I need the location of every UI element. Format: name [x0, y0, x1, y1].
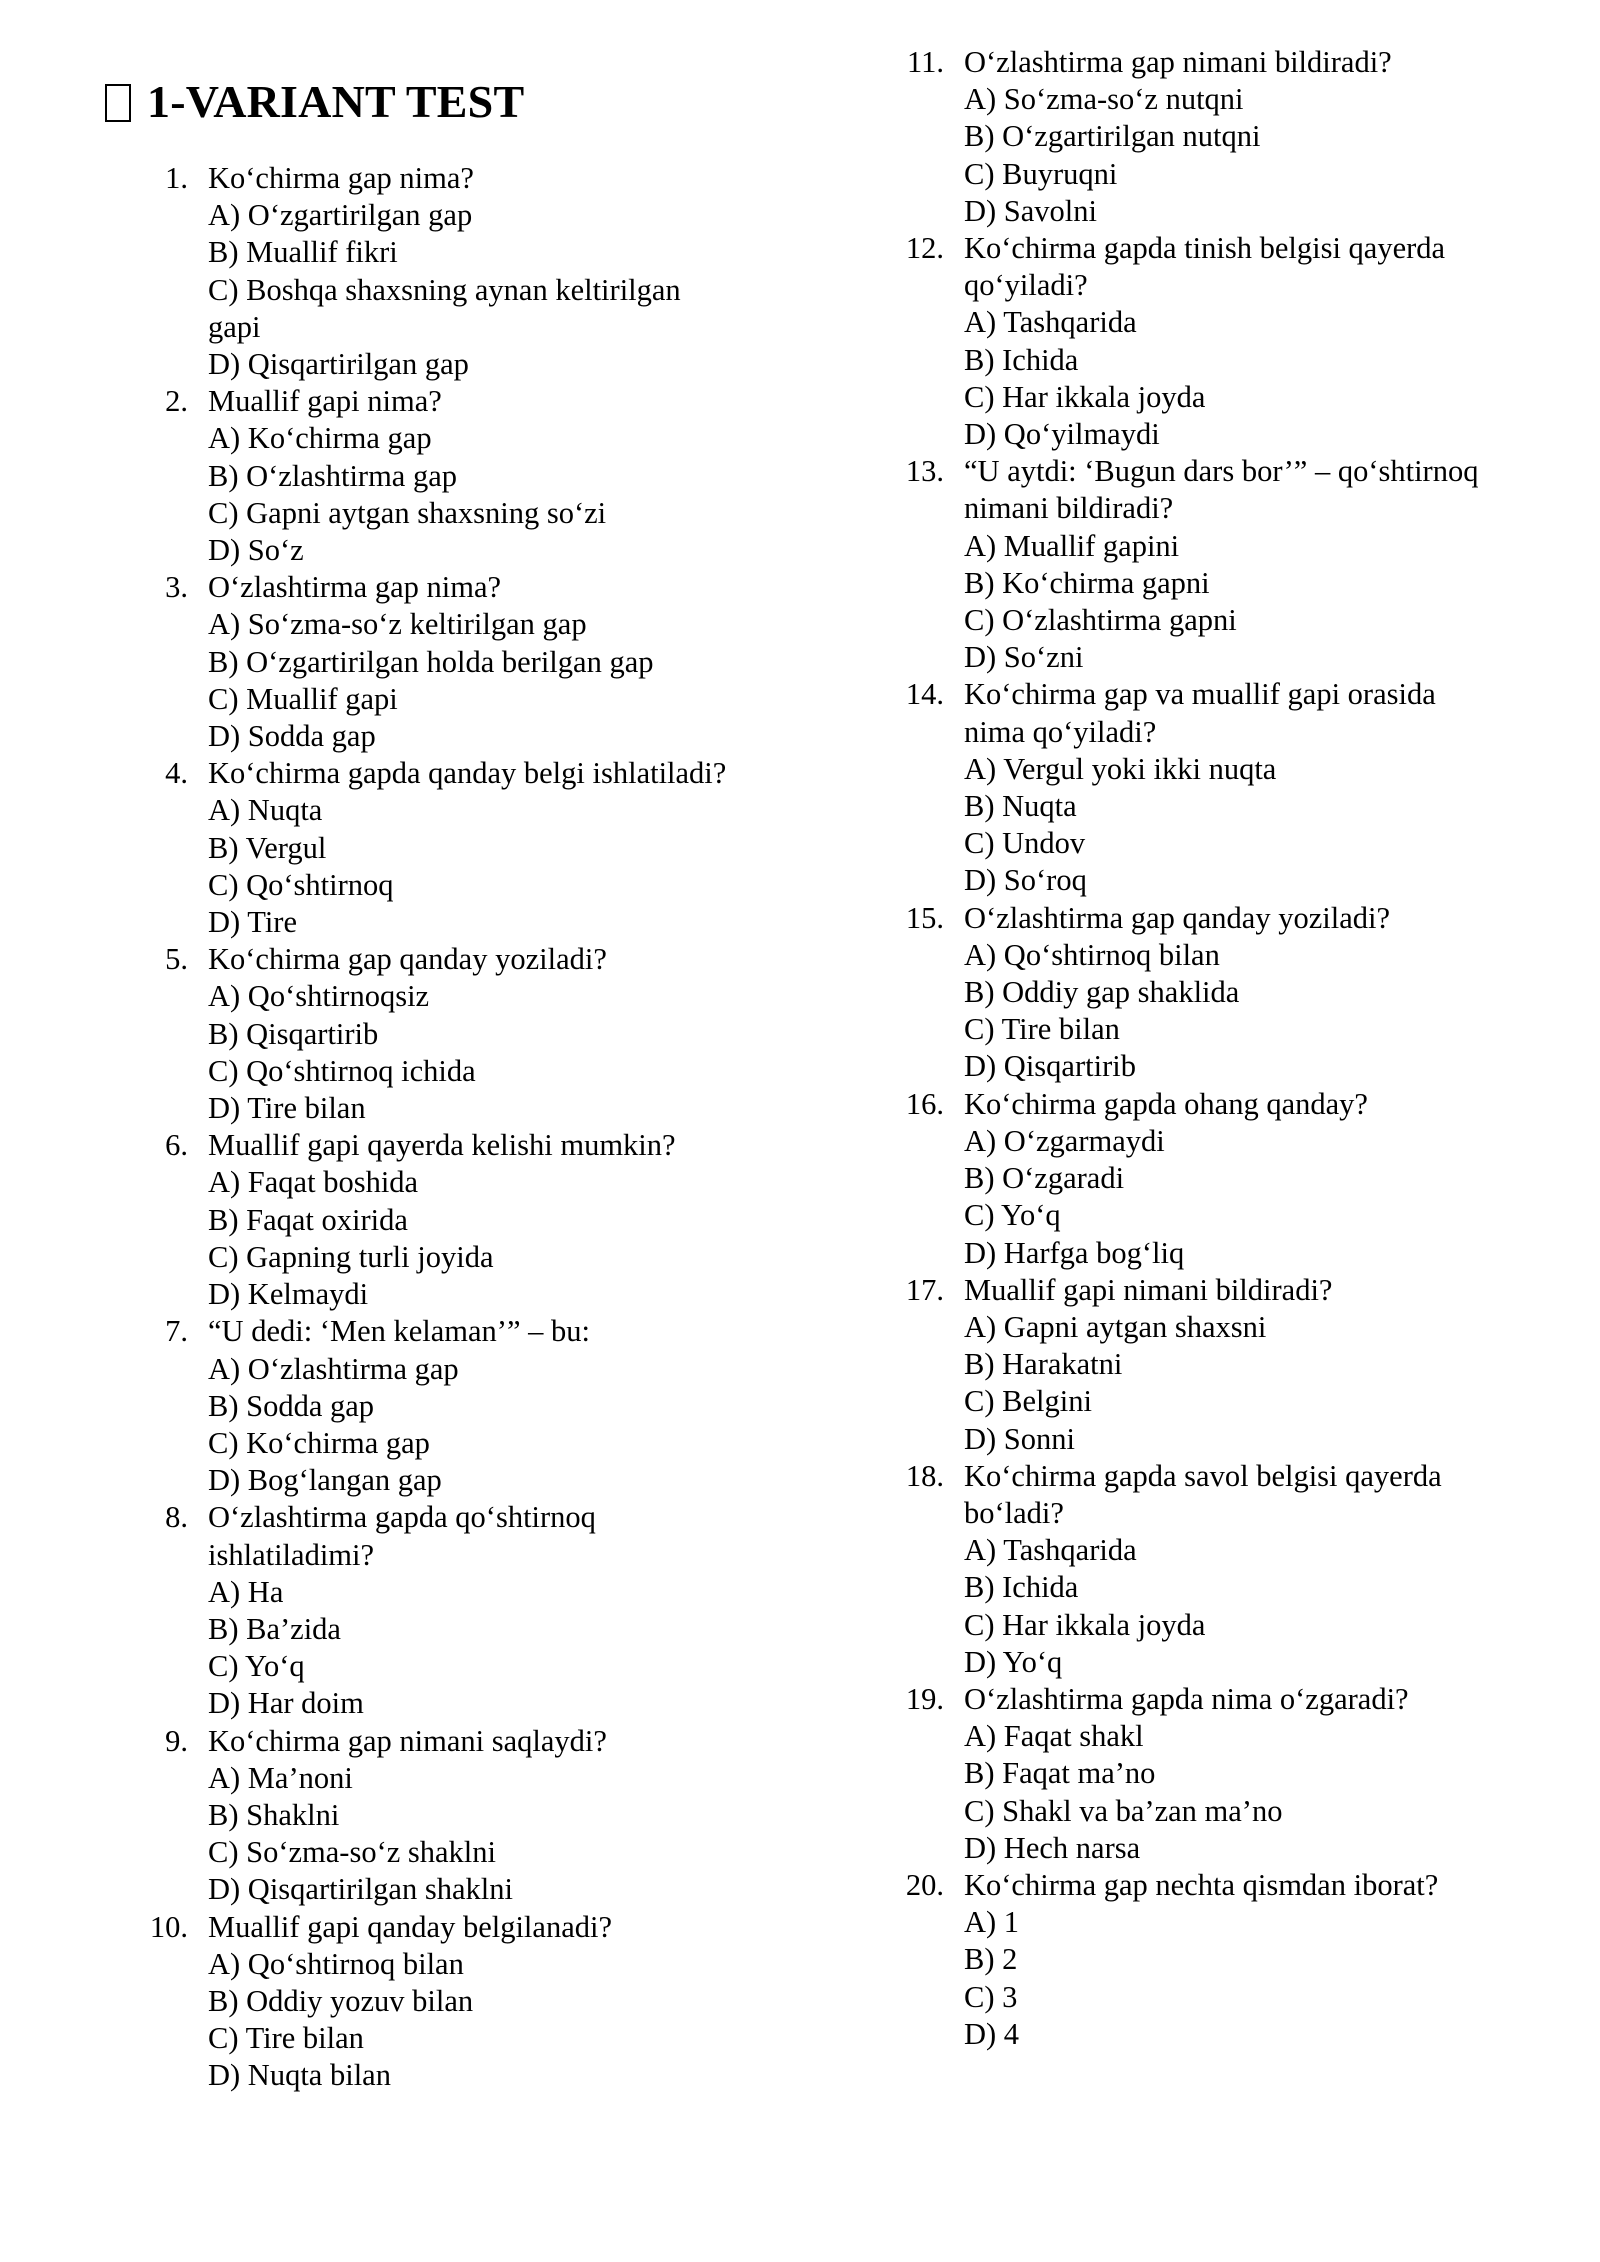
- option-text-line: B) Ko‘chirma gapni: [964, 565, 1210, 600]
- option-text-line: A) Qo‘shtirnoqsiz: [208, 979, 430, 1014]
- option-item[interactable]: [208, 532, 752, 569]
- option-item[interactable]: [964, 565, 1508, 602]
- question-text-line: Muallif gapi qayerda kelishi mumkin?: [208, 1128, 676, 1163]
- question-text-line: Ko‘chirma gap qanday yoziladi?: [208, 942, 607, 977]
- option-text-line: B) Oddiy yozuv bilan: [208, 1983, 474, 2018]
- option-text-line: B) O‘zlashtirma gap: [208, 458, 458, 493]
- question-number: 9.: [165, 1723, 188, 1758]
- option-item[interactable]: [208, 1574, 752, 1611]
- option-text-line: C) Buyruqni: [964, 156, 1118, 191]
- option-text-line: A) Faqat boshida: [208, 1165, 419, 1200]
- option-list: [888, 1123, 1508, 1272]
- option-text-line: D) So‘zni: [964, 640, 1084, 675]
- question-text-line: Ko‘chirma gapda ohang qanday?: [964, 1086, 1368, 1121]
- option-item[interactable]: [208, 1834, 752, 1871]
- question-number: 16.: [905, 1086, 944, 1121]
- option-item[interactable]: [208, 1090, 752, 1127]
- option-item[interactable]: [208, 1648, 752, 1685]
- option-text-line: A) Tashqarida: [964, 1533, 1137, 1568]
- option-item[interactable]: [964, 788, 1508, 825]
- option-item[interactable]: [964, 342, 1508, 379]
- option-text-line: D) Harfga bog‘liq: [964, 1235, 1185, 1270]
- option-list: [888, 1718, 1508, 1867]
- option-item[interactable]: [964, 1421, 1508, 1458]
- option-text-line: C) Har ikkala joyda: [964, 379, 1206, 414]
- option-item[interactable]: [964, 1048, 1508, 1085]
- question-text-line: Ko‘chirma gapda savol belgisi qayerda: [964, 1458, 1442, 1493]
- option-text-line: B) Faqat oxirida: [208, 1202, 408, 1237]
- option-item[interactable]: [208, 1202, 752, 1239]
- question-text: [964, 453, 1508, 527]
- question-item: [888, 44, 1508, 230]
- option-text-line: A) Tashqarida: [964, 305, 1137, 340]
- question-item: [132, 755, 752, 941]
- option-text-line: D) Kelmaydi: [208, 1277, 369, 1312]
- option-text-line: C) Har ikkala joyda: [964, 1607, 1206, 1642]
- option-list: [888, 81, 1508, 230]
- question-number: 15.: [905, 900, 944, 935]
- option-list: [888, 1309, 1508, 1458]
- question-text-line: Muallif gapi nima?: [208, 384, 442, 419]
- option-text-line: A) O‘zgarmaydi: [964, 1123, 1165, 1158]
- question-text: [964, 230, 1508, 304]
- option-text-line: A) Ko‘chirma gap: [208, 421, 432, 456]
- option-list: [888, 528, 1508, 677]
- option-text-line: A) Ma’noni: [208, 1760, 353, 1795]
- question-text-line: nima qo‘yiladi?: [964, 714, 1157, 749]
- option-item[interactable]: [964, 1532, 1508, 1569]
- option-item[interactable]: [208, 1425, 752, 1462]
- option-text-line: D) Qisqartirilgan gap: [208, 347, 469, 382]
- option-item[interactable]: [208, 830, 752, 867]
- option-text-line: A) 1: [964, 1905, 1020, 1940]
- question-text: [964, 1086, 1508, 1123]
- option-text-line: B) O‘zgartirilgan holda berilgan gap: [208, 644, 654, 679]
- question-text-line: Ko‘chirma gapda tinish belgisi qayerda: [964, 231, 1446, 266]
- option-text-line: C) Gapni aytgan shaxsning so‘zi: [208, 495, 607, 530]
- option-text-line: B) Harakatni: [964, 1347, 1123, 1382]
- option-text-line: gapi: [208, 309, 261, 344]
- option-text-line: A) Faqat shakl: [964, 1719, 1144, 1754]
- option-list: [132, 978, 752, 1127]
- option-item[interactable]: [208, 1276, 752, 1313]
- option-item[interactable]: [964, 1718, 1508, 1755]
- option-text-line: B) Vergul: [208, 830, 327, 865]
- question-text: [964, 1867, 1508, 1904]
- option-list: [132, 1574, 752, 1723]
- question-number: 18.: [905, 1458, 944, 1493]
- question-text: [208, 569, 752, 606]
- option-list: [132, 1946, 752, 2095]
- option-item[interactable]: [208, 1797, 752, 1834]
- option-item[interactable]: [964, 825, 1508, 862]
- option-item[interactable]: [964, 1904, 1508, 1941]
- option-item[interactable]: [964, 81, 1508, 118]
- option-text-line: A) So‘zma-so‘z nutqni: [964, 82, 1244, 117]
- question-number: 14.: [905, 677, 944, 712]
- option-text-line: B) Sodda gap: [208, 1388, 375, 1423]
- option-text-line: C) O‘zlashtirma gapni: [964, 603, 1237, 638]
- option-text-line: B) Ichida: [964, 342, 1079, 377]
- question-number: 19.: [905, 1681, 944, 1716]
- option-item[interactable]: [964, 1123, 1508, 1160]
- option-list: [132, 420, 752, 569]
- option-item[interactable]: [208, 1053, 752, 1090]
- question-list-right: [888, 44, 1508, 2053]
- question-item: [132, 569, 752, 755]
- option-item[interactable]: [964, 528, 1508, 565]
- question-text-line: “U aytdi: ‘Bugun dars bor’” – qo‘shtirnoq: [964, 454, 1479, 489]
- option-item[interactable]: [964, 751, 1508, 788]
- question-number: 7.: [165, 1314, 188, 1349]
- option-item[interactable]: [208, 1351, 752, 1388]
- option-text-line: D) 4: [964, 2016, 1020, 2051]
- option-text-line: B) Oddiy gap shaklida: [964, 975, 1240, 1010]
- question-number: 2.: [165, 384, 188, 419]
- question-text-line: Ko‘chirma gap nechta qismdan iborat?: [964, 1867, 1439, 1902]
- question-item: [132, 1499, 752, 1722]
- question-text-line: O‘zlashtirma gapda qo‘shtirnoq: [208, 1500, 596, 1535]
- question-item: [888, 230, 1508, 453]
- option-item[interactable]: [964, 1383, 1508, 1420]
- option-item[interactable]: [964, 1309, 1508, 1346]
- question-item: [888, 1272, 1508, 1458]
- option-item[interactable]: [964, 862, 1508, 899]
- question-text: [208, 1499, 752, 1573]
- option-list: [888, 304, 1508, 453]
- question-text: [208, 383, 752, 420]
- question-text: [964, 1681, 1508, 1718]
- question-text: [964, 44, 1508, 81]
- option-text-line: B) Nuqta: [964, 789, 1077, 824]
- option-text-line: D) Qisqartirib: [964, 1049, 1136, 1084]
- question-text: [208, 1909, 752, 1946]
- option-list: [132, 1164, 752, 1313]
- option-item[interactable]: [964, 118, 1508, 155]
- option-text-line: A) O‘zgartirilgan gap: [208, 198, 473, 233]
- option-list: [888, 1532, 1508, 1681]
- option-item[interactable]: [964, 1346, 1508, 1383]
- option-item[interactable]: [964, 416, 1508, 453]
- option-item[interactable]: [964, 1160, 1508, 1197]
- option-item[interactable]: [964, 937, 1508, 974]
- option-item[interactable]: [208, 234, 752, 271]
- option-text-line: A) Gapni aytgan shaxsni: [964, 1309, 1267, 1344]
- option-item[interactable]: [964, 1830, 1508, 1867]
- option-text-line: D) Sonni: [964, 1421, 1075, 1456]
- option-item[interactable]: [208, 346, 752, 383]
- option-text-line: C) Undov: [964, 826, 1086, 861]
- option-item[interactable]: [208, 272, 752, 346]
- option-item[interactable]: [208, 1983, 752, 2020]
- question-number: 8.: [165, 1500, 188, 1535]
- option-item[interactable]: [964, 602, 1508, 639]
- question-text: [208, 941, 752, 978]
- option-text-line: B) 2: [964, 1942, 1018, 1977]
- option-item[interactable]: [208, 1239, 752, 1276]
- question-number: 6.: [165, 1128, 188, 1163]
- option-item[interactable]: [964, 1793, 1508, 1830]
- option-list: [132, 1760, 752, 1909]
- question-item: [132, 160, 752, 383]
- question-item: [888, 900, 1508, 1086]
- option-text-line: B) Shaklni: [208, 1797, 340, 1832]
- option-text-line: D) Har doim: [208, 1686, 364, 1721]
- option-text-line: A) O‘zlashtirma gap: [208, 1351, 459, 1386]
- right-column: [888, 0, 1508, 2053]
- option-text-line: C) Qo‘shtirnoq: [208, 867, 394, 902]
- option-text-line: C) Tire bilan: [208, 2021, 364, 2056]
- option-list: [132, 197, 752, 383]
- option-list: [888, 1904, 1508, 2053]
- option-item[interactable]: [208, 718, 752, 755]
- option-item[interactable]: [208, 1760, 752, 1797]
- option-item[interactable]: [208, 1946, 752, 1983]
- option-item[interactable]: [964, 1979, 1508, 2016]
- option-text-line: D) Hech narsa: [964, 1830, 1141, 1865]
- question-text-line: Muallif gapi nimani bildiradi?: [964, 1272, 1333, 1307]
- option-text-line: A) Qo‘shtirnoq bilan: [208, 1946, 464, 1981]
- question-item: [132, 1909, 752, 2095]
- question-text: [208, 755, 752, 792]
- question-text: [208, 1313, 752, 1350]
- question-text-line: O‘zlashtirma gap nima?: [208, 570, 502, 605]
- page-title-text: 1-VARIANT TEST: [147, 75, 525, 127]
- option-text-line: C) Belgini: [964, 1384, 1092, 1419]
- question-text: [208, 1723, 752, 1760]
- question-text: [964, 676, 1508, 750]
- question-item: [888, 1458, 1508, 1681]
- option-list: [132, 792, 752, 941]
- option-text-line: D) Savolni: [964, 193, 1098, 228]
- option-item[interactable]: [964, 1569, 1508, 1606]
- question-number: 12.: [905, 231, 944, 266]
- question-number: 10.: [149, 1909, 188, 1944]
- option-text-line: C) Ko‘chirma gap: [208, 1425, 430, 1460]
- option-text-line: A) Qo‘shtirnoq bilan: [964, 937, 1220, 972]
- option-text-line: B) Faqat ma’no: [964, 1756, 1156, 1791]
- question-item: [132, 1313, 752, 1499]
- option-item[interactable]: [964, 639, 1508, 676]
- option-item[interactable]: [964, 379, 1508, 416]
- option-item[interactable]: [208, 1685, 752, 1722]
- question-text-line: O‘zlashtirma gap qanday yoziladi?: [964, 900, 1390, 935]
- option-item[interactable]: [964, 1755, 1508, 1792]
- option-text-line: D) So‘z: [208, 533, 304, 568]
- option-text-line: B) O‘zgartirilgan nutqni: [964, 119, 1261, 154]
- option-item[interactable]: [208, 495, 752, 532]
- option-list: [888, 751, 1508, 900]
- question-text-line: O‘zlashtirma gapda nima o‘zgaradi?: [964, 1681, 1409, 1716]
- option-item[interactable]: [964, 304, 1508, 341]
- option-text-line: C) Yo‘q: [964, 1198, 1061, 1233]
- option-item[interactable]: [208, 2020, 752, 2057]
- question-text: [964, 1458, 1508, 1532]
- option-item[interactable]: [208, 1462, 752, 1499]
- option-item[interactable]: [208, 904, 752, 941]
- question-item: [888, 676, 1508, 899]
- question-text: [208, 160, 752, 197]
- option-item[interactable]: [964, 156, 1508, 193]
- option-text-line: B) Muallif fikri: [208, 235, 398, 270]
- question-text-line: Ko‘chirma gap nimani saqlaydi?: [208, 1723, 607, 1758]
- option-text-line: D) Yo‘q: [964, 1644, 1063, 1679]
- question-item: [132, 941, 752, 1127]
- option-text-line: C) So‘zma-so‘z shaklni: [208, 1835, 496, 1870]
- option-text-line: D) Qo‘yilmaydi: [964, 417, 1160, 452]
- option-text-line: A) Nuqta: [208, 793, 323, 828]
- question-text-line: Ko‘chirma gap nima?: [208, 161, 474, 195]
- option-text-line: C) Yo‘q: [208, 1649, 305, 1684]
- question-text-line: Ko‘chirma gapda qanday belgi ishlatiladi?: [208, 756, 727, 791]
- option-text-line: A) Vergul yoki ikki nuqta: [964, 751, 1277, 786]
- option-item[interactable]: [208, 2057, 752, 2094]
- option-item[interactable]: [208, 1611, 752, 1648]
- option-item[interactable]: [208, 1871, 752, 1908]
- question-number: 17.: [905, 1272, 944, 1307]
- question-text-line: “U dedi: ‘Men kelaman’” – bu:: [208, 1314, 590, 1349]
- question-text: [964, 900, 1508, 937]
- option-item[interactable]: [208, 420, 752, 457]
- question-item: [132, 1723, 752, 1909]
- option-item[interactable]: [964, 1011, 1508, 1048]
- option-text-line: D) Qisqartirilgan shaklni: [208, 1872, 513, 1907]
- option-item[interactable]: [964, 2016, 1508, 2053]
- option-item[interactable]: [964, 1607, 1508, 1644]
- question-text-line: Muallif gapi qanday belgilanadi?: [208, 1909, 612, 1944]
- option-list: [132, 606, 752, 755]
- option-item[interactable]: [208, 978, 752, 1015]
- option-list: [888, 937, 1508, 1086]
- question-item: [132, 383, 752, 569]
- option-item[interactable]: [208, 681, 752, 718]
- option-item[interactable]: [208, 1016, 752, 1053]
- question-number: 1.: [165, 161, 188, 195]
- option-text-line: B) Ba’zida: [208, 1611, 341, 1646]
- option-item[interactable]: [208, 867, 752, 904]
- option-item[interactable]: [208, 792, 752, 829]
- option-item[interactable]: [964, 1644, 1508, 1681]
- option-item[interactable]: [964, 974, 1508, 1011]
- option-item[interactable]: [208, 1388, 752, 1425]
- option-text-line: D) Tire bilan: [208, 1091, 366, 1126]
- option-text-line: C) Gapning turli joyida: [208, 1239, 494, 1274]
- option-text-line: C) 3: [964, 1979, 1018, 2014]
- question-item: [132, 1127, 752, 1313]
- option-text-line: C) Muallif gapi: [208, 681, 398, 716]
- question-number: 4.: [165, 756, 188, 791]
- question-text-line: O‘zlashtirma gap nimani bildiradi?: [964, 45, 1392, 79]
- option-text-line: C) Qo‘shtirnoq ichida: [208, 1053, 476, 1088]
- option-list: [132, 1351, 752, 1500]
- option-text-line: B) Qisqartirib: [208, 1016, 379, 1051]
- option-text-line: D) Nuqta bilan: [208, 2058, 391, 2093]
- option-item[interactable]: [208, 458, 752, 495]
- option-text-line: B) O‘zgaradi: [964, 1161, 1125, 1196]
- question-item: [888, 1086, 1508, 1272]
- option-text-line: C) Shakl va ba’zan ma’no: [964, 1793, 1283, 1828]
- option-text-line: D) So‘roq: [964, 863, 1087, 898]
- left-column: [132, 0, 752, 2095]
- option-item[interactable]: [964, 1197, 1508, 1234]
- question-text: [964, 1272, 1508, 1309]
- option-text-line: A) So‘zma-so‘z keltirilgan gap: [208, 607, 587, 642]
- option-item[interactable]: [208, 197, 752, 234]
- question-number: 3.: [165, 570, 188, 605]
- question-text-line: Ko‘chirma gap va muallif gapi orasida: [964, 677, 1436, 712]
- question-text-line: ishlatiladimi?: [208, 1537, 375, 1572]
- question-number: 5.: [165, 942, 188, 977]
- option-text-line: D) Sodda gap: [208, 719, 376, 754]
- option-item[interactable]: [208, 644, 752, 681]
- question-item: [888, 1867, 1508, 2053]
- option-text-line: D) Bog‘langan gap: [208, 1463, 442, 1498]
- option-text-line: A) Muallif gapini: [964, 528, 1180, 563]
- option-item[interactable]: [964, 1235, 1508, 1272]
- question-text-line: nimani bildiradi?: [964, 491, 1174, 526]
- question-number: 13.: [905, 454, 944, 489]
- question-number: 11.: [907, 45, 944, 79]
- question-list-left: [132, 160, 752, 2095]
- question-item: [888, 453, 1508, 676]
- question-text-line: qo‘yiladi?: [964, 268, 1088, 303]
- option-item[interactable]: [964, 1941, 1508, 1978]
- option-text-line: B) Ichida: [964, 1570, 1079, 1605]
- option-text-line: C) Tire bilan: [964, 1012, 1120, 1047]
- question-text-line: bo‘ladi?: [964, 1495, 1064, 1530]
- option-item[interactable]: [964, 193, 1508, 230]
- option-item[interactable]: [208, 1164, 752, 1201]
- question-number: 20.: [905, 1867, 944, 1902]
- option-text-line: D) Tire: [208, 905, 297, 940]
- option-text-line: A) Ha: [208, 1574, 284, 1609]
- question-text: [208, 1127, 752, 1164]
- option-item[interactable]: [208, 606, 752, 643]
- option-text-line: C) Boshqa shaxsning aynan keltirilgan: [208, 272, 681, 307]
- question-item: [888, 1681, 1508, 1867]
